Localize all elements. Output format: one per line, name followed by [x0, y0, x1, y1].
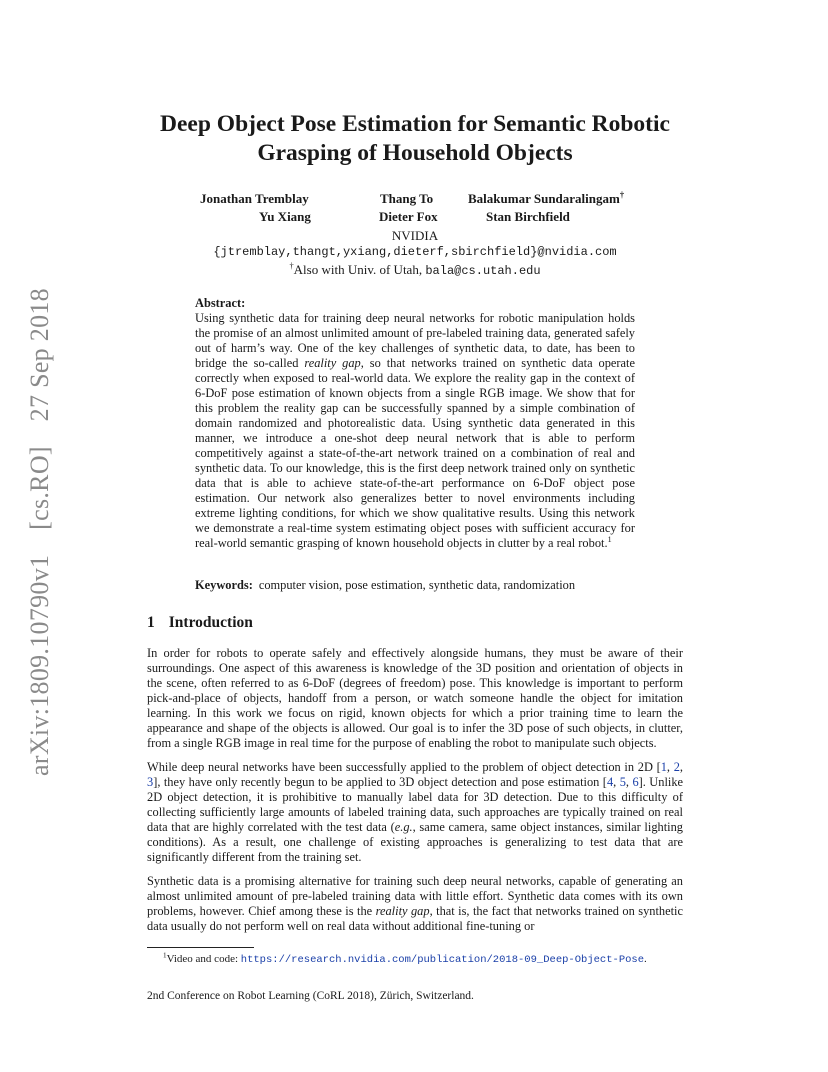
abstract-text-1: Using synthetic data for training deep neural networks for robotic manipulation holds the promise of an almost unlimited amount of pre-labeled training data, generated safely out of harm’s way. One of the key challenges of synthetic data, to date, has been to bridge the so-called	[195, 311, 635, 370]
paper-title	[120, 110, 710, 168]
author-emails: {jtremblay,thangt,yxiang,dieterf,sbirchfield}@nvidia.com	[213, 245, 617, 259]
section-heading	[147, 614, 253, 632]
citation-link[interactable]: 6	[632, 775, 639, 789]
title-line-1: Deep Object Pose Estimation for Semantic Robotic	[160, 111, 670, 137]
arxiv-date: 27 Sep 2018	[25, 288, 54, 422]
affiliation-org: NVIDIA	[391, 228, 439, 243]
intro-paragraph-1: In order for robots to operate safely and effectively alongside humans, they must be aware of their surroundings. One aspect of this awareness is knowledge of the 3D position and orientation of objects in the scene, often referred to as 6-DoF (degrees of freedom) pose. This knowledge is important to perform pick-and-place of objects, handoff from a person, or watch someone handle the object for imitation learning. In this work we focus on rigid, known objects for which a prior training time to learn the appearance and shape of the objects is allowed. Our goal is to infer the 3D pose of such objects, in clutter, from a single RGB image in real time for the purpose of enabling the robot to manipulate such objects.	[147, 646, 683, 750]
text-emphasis: reality gap	[375, 904, 430, 918]
abstract-emphasis: reality gap	[304, 356, 361, 370]
section-number: 1	[147, 614, 155, 631]
arxiv-id: arXiv:1809.10790v1	[25, 554, 54, 776]
abstract	[195, 296, 635, 551]
footnote	[147, 953, 707, 966]
section-title: Introduction	[168, 614, 253, 631]
affiliation-block	[145, 227, 685, 280]
conference-note: 2nd Conference on Robot Learning (CoRL 2018), Zürich, Switzerland.	[147, 990, 474, 1002]
author-row-1	[145, 191, 685, 209]
author-name-text: Balakumar Sundaralingam	[468, 191, 620, 206]
title-line-2: Grasping of Household Objects	[257, 140, 573, 166]
citation-link[interactable]: 1	[660, 760, 667, 774]
text-run: , same camera, same object instances, similar lighting conditions). As a result, one challenge of existing approaches is generalizing to test data that are significantly different from the training set.	[147, 820, 683, 864]
abstract-heading: Abstract:	[195, 296, 246, 310]
author-name: Yu Xiang	[259, 209, 311, 224]
text-run: Synthetic data is a promising alternative for training such deep neural networks, capable of generating an almost unlimited amount of pre-labeled training data with little effort. Synthetic data comes with its own problems, however. Chief among these is the	[147, 874, 683, 918]
intro-paragraph-2: While deep neural networks have been successfully applied to the problem of object detection in 2D [1, 2, 3], they have only recently begun to be applied to 3D object detection and pose estimation [4, 5, 6]. Unlike 2D object detection, it is prohibitive to manually label data for 3D detection. Due to this difficulty of collecting sufficiently large amounts of labeled training data, such approaches are typically trained on real data that are highly correlated with the test data (e.g., same camera, same object instances, similar lighting conditions). As a result, one challenge of existing approaches is generalizing to test data that are significantly different from the training set.	[147, 760, 684, 864]
footnote-end: .	[644, 953, 647, 965]
keywords-label: Keywords:	[195, 578, 253, 592]
citation-link[interactable]: 5	[619, 775, 626, 789]
arxiv-stamp	[25, 270, 55, 776]
author-row-2	[145, 209, 685, 227]
text-run: ], they have only recently begun to be applied to 3D object detection and pose estimation [	[153, 775, 607, 789]
intro-paragraph-3	[147, 874, 683, 934]
text-emphasis: e.g.	[394, 820, 413, 834]
author-name: Jonathan Tremblay	[200, 191, 309, 206]
citation-link[interactable]: 3	[147, 775, 154, 789]
affiliation-note-email: bala@cs.utah.edu	[425, 264, 541, 278]
author-name: Stan Birchfield	[486, 209, 570, 224]
abstract-footnote-mark: 1	[607, 534, 612, 544]
footnote-divider	[147, 947, 254, 948]
affiliation-note	[145, 261, 685, 280]
text-run: ]. Unlike 2D object detection, it is prohibitive to manually label data for 3D detection. Due to this difficulty of collecting sufficiently large amounts of labeled training data, such approaches are typically trained on real data that are highly correlated with the test data (	[147, 775, 684, 834]
footnote-url-link[interactable]: https://research.nvidia.com/publication/2018-09_Deep-Object-Pose	[240, 954, 645, 966]
affiliation-mark: †	[619, 189, 625, 200]
introduction-body	[147, 646, 683, 943]
abstract-body	[195, 311, 635, 551]
affiliation-note-text: Also with Univ. of Utah,	[293, 262, 426, 277]
text-run: , that is, the fact that networks trained on synthetic data usually do not perform well on real data without additional fine-tuning or	[147, 904, 683, 933]
keywords	[195, 578, 635, 593]
author-block	[145, 191, 685, 227]
author-name: Dieter Fox	[379, 209, 438, 224]
affiliation-note-mark: †	[289, 260, 294, 271]
keywords-text: computer vision, pose estimation, synthetic data, randomization	[258, 578, 576, 592]
citation-link[interactable]: 2	[673, 760, 680, 774]
citation-link[interactable]: 4	[606, 775, 614, 789]
footnote-text: Video and code:	[166, 953, 241, 965]
author-name: Thang To	[380, 191, 434, 206]
arxiv-category: [cs.RO]	[25, 446, 54, 530]
author-name	[468, 191, 624, 207]
text-run: While deep neural networks have been successfully applied to the problem of object detection in 2D [	[147, 760, 661, 774]
footnote-mark: 1	[163, 951, 167, 960]
abstract-text-2: , so that networks trained on synthetic data operate correctly when exposed to real-world data. We explore the reality gap in the context of 6-DoF pose estimation of known objects from a single RGB image. We show that for this problem the reality gap can be successfully spanned by a simple combination of domain randomized and photorealistic data. Using synthetic data generated in this manner, we introduce a one-shot deep neural network that is able to perform competitively against a state-of-the-art network trained on a combination of real and synthetic data. To our knowledge, this is the first deep network trained only on synthetic data that is able to achieve state-of-the-art performance on 6-DoF object pose estimation. Our network also generalizes better to novel environments including extreme lighting conditions, for which we show qualitative results. Using this network we demonstrate a real-time system estimating object poses with sufficient accuracy for real-world semantic grasping of known household objects in clutter by a real robot.	[195, 356, 635, 550]
